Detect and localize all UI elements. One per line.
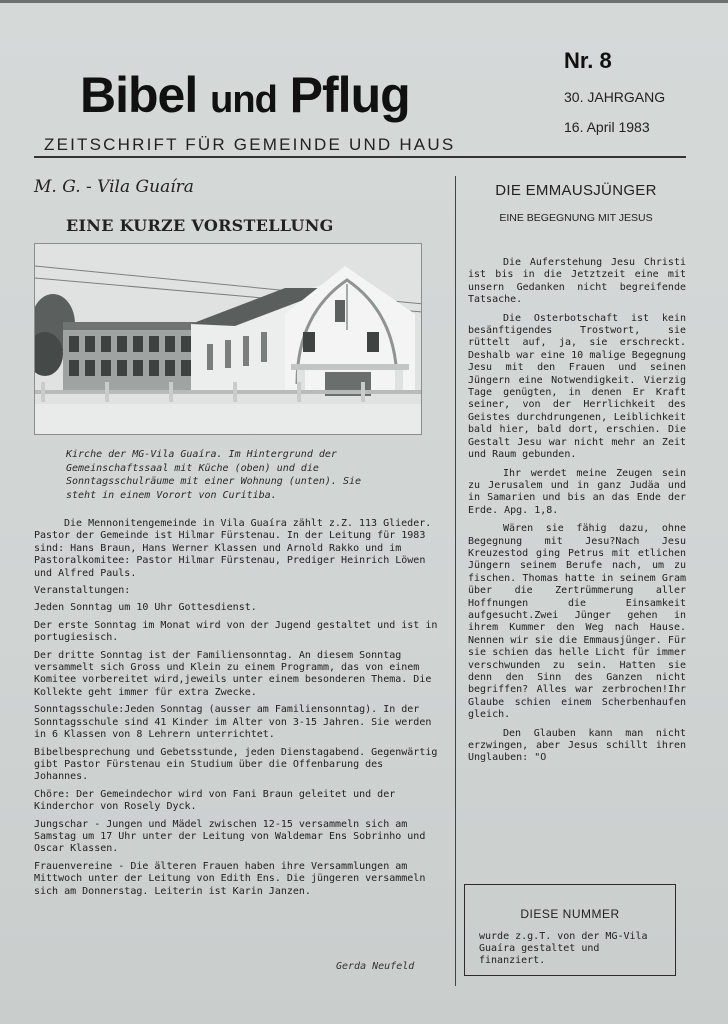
right-paragraph-5: Den Glauben kann man nicht erzwingen, aber Jesus schillt ihren Unglauben: "O	[468, 727, 686, 764]
masthead-title	[80, 66, 410, 124]
column-divider	[455, 176, 456, 986]
info-box-title: DIESE NUMMER	[520, 907, 620, 921]
article-body-right	[468, 257, 686, 771]
info-box-text: wurde z.g.T. von der MG-Vila Guaíra gestaltet und finanziert.	[479, 931, 648, 966]
right-article-subtitle: EINE BEGEGNUNG MIT JESUS	[499, 212, 653, 224]
masthead-title-und: und	[210, 79, 277, 121]
masthead-title-pflug: Pflug	[276, 67, 410, 123]
article-body-left	[34, 518, 440, 903]
author-signature: Gerda Neufeld	[336, 961, 415, 972]
right-paragraph-4: Wären sie fähig dazu, ohne Begegnung mit Jesu?Nach Jesu Kreuzestod ging Petrus mit etlichen Jüngern seinem Berufe nach, um zu fischen. Thomas hatte in seinem Gram über die Zertrümmerung aller Hoffnungen die Einsamkeit aufgesucht.Zwei Jünger gehen in ihrem Kummer den Weg nach Hause. Nennen wir sie die Emmausjünger. Für sie schien das helle Licht für immer verschwunden zu sein. Hatten sie denn den Sinn des Ganzen nicht begriffen? Alles war zerbrochen!Ihr Glaube schien einem Scherbenhaufen gleich.	[468, 523, 686, 721]
right-paragraph-1: Die Auferstehung Jesu Christi ist bis in die Jetztzeit eine mit unsern Gedanken nicht begreifende Tatsache.	[468, 257, 686, 306]
paragraph-choere: Chöre: Der Gemeindechor wird von Fani Braun geleitet und der Kinderchor von Rosely Dyck.	[34, 788, 396, 813]
paragraph-frauenvereine: Frauenvereine - Die älteren Frauen haben ihre Versammlungen am Mittwoch unter der Leitung von Edith Ens. Die jüngeren versammeln sich am Donnerstag. Leiterin ist Karin Janzen.	[34, 860, 426, 897]
paragraph-jungschar: Jungschar - Jungen und Mädel zwischen 12-15 versammeln sich am Samstag um 17 Uhr unter der Leitung von Waldemar Ens Sobrinho und Oscar Klassen.	[34, 818, 426, 855]
church-photo-drawing	[35, 244, 422, 435]
masthead-subtitle: ZEITSCHRIFT FÜR GEMEINDE UND HAUS	[44, 135, 456, 154]
paragraph-sonntagsschule: Sonntagsschule:Jeden Sonntag (ausser am Familiensonntag). In der Sonntagsschule sind 41 Kinder im Alter von 3-15 Jahren. Sie werden in 6 Klassen von 8 Lehrern unterrichtet.	[34, 704, 432, 741]
events-heading: Veranstaltungen:	[34, 585, 131, 597]
info-box	[464, 884, 676, 976]
volume-label: 30. JAHRGANG	[564, 89, 666, 105]
paragraph-gottesdienst: Jeden Sonntag um 10 Uhr Gottesdienst.	[34, 602, 257, 614]
right-paragraph-2: Die Osterbotschaft ist kein besänftigendes Trostwort, sie rüttelt auf, ja, sie erschreckt. Deshalb war eine 10 malige Begegnung Jesu mit den Frauen und seinen Jüngern eine Notwendigkeit. Vierzig Tage genügten, in denen Er Kraft seiner, von der Herrlichkeit des Geistes durchdrungenen, Leiblichkeit bald hier, bald dort, erschien. Die Gestalt Jesu war nicht mehr an Zeit und Raum gebunden.	[468, 312, 686, 461]
masthead-rule	[34, 156, 686, 158]
right-article-title: DIE EMMAUSJÜNGER	[495, 182, 657, 199]
intro-paragraph: Die Mennonitengemeinde in Vila Guaíra zählt z.Z. 113 Glieder. Pastor der Gemeinde ist Hilmar Fürstenau. In der Leitung für 1983 sind: Hans Braun, Hans Werner Klassen und Arnold Rakko und im Pastoralkomitee: Pastor Hilmar Fürstenau, Prediger Heinrich Löwen und Alfred Pauls.	[34, 518, 432, 579]
article-headline: EINE KURZE VORSTELLUNG	[66, 216, 334, 235]
photo-caption: Kirche der MG-Vila Guaíra. Im Hintergrund der Gemeinschaftssaal mit Küche (oben) und die Sonntagsschulräume mit einer Wohnung (unten). Sie steht in einem Vorort von Curitiba.	[66, 449, 362, 501]
masthead-title-bibel: Bibel	[80, 67, 211, 123]
issue-date: 16. April 1983	[564, 119, 650, 135]
top-edge-line	[0, 0, 728, 3]
issue-number: Nr. 8	[564, 48, 612, 73]
right-paragraph-3: Ihr werdet meine Zeugen sein zu Jerusalem und in ganz Judäa und in Samarien und bis an das Ende der Erde. Apg. 1,8.	[468, 467, 686, 516]
church-photo	[34, 243, 422, 435]
section-title: M. G. - Vila Guaíra	[34, 177, 194, 197]
paragraph-bibelbesprechung: Bibelbesprechung und Gebetsstunde, jeden Dienstagabend. Gegenwärtig gibt Pastor Fürstenau ein Studium über die Offenbarung des Johannes.	[34, 746, 438, 783]
paragraph-familiensonntag: Der dritte Sonntag ist der Familiensonntag. An diesem Sonntag versammelt sich Gross und Klein zu einem Programm, das von einem Komitee vorbereitet wird,jeweils unter einem besonderen Thema. Die Kollekte geht immer für extra Zwecke.	[34, 649, 432, 698]
paragraph-jugend: Der erste Sonntag im Monat wird von der Jugend gestaltet und ist in portugiesisch.	[34, 619, 438, 644]
